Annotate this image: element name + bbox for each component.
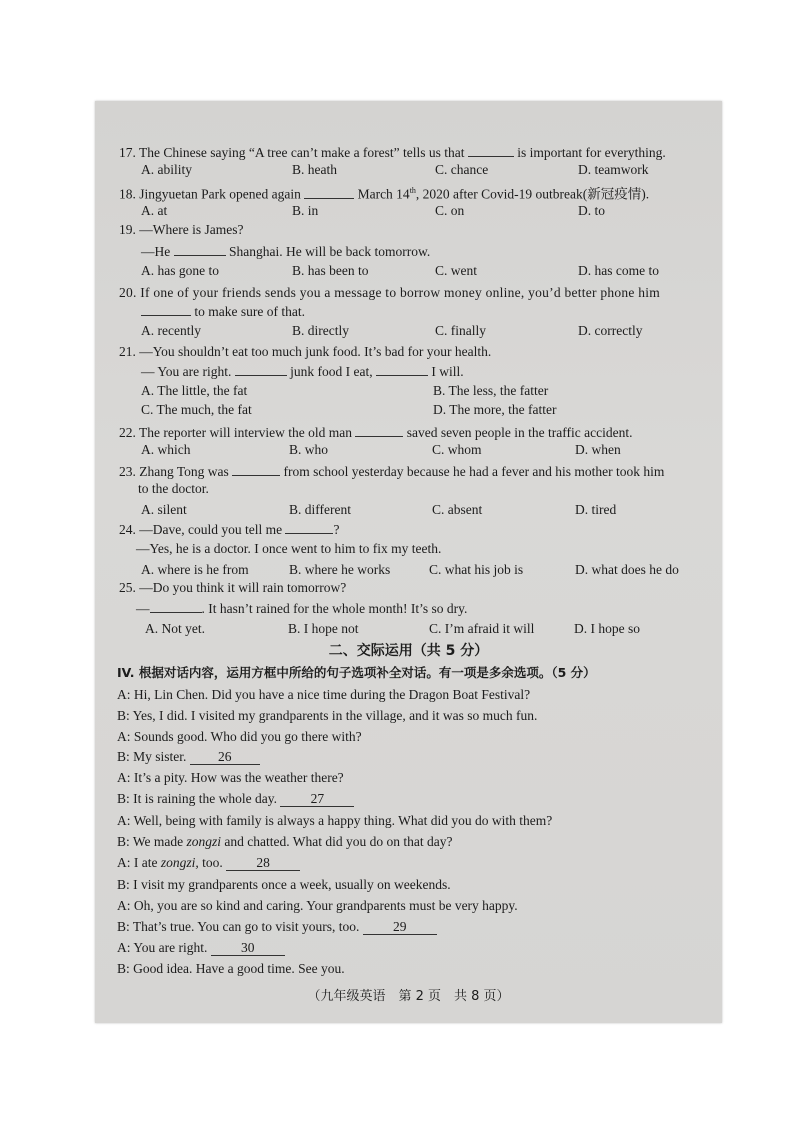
question-number: 23. <box>119 464 136 479</box>
answer-blank <box>355 423 403 437</box>
answer-blank <box>150 599 202 613</box>
option-a: A. where is he from <box>141 562 249 577</box>
dialogue-text: junk food I eat, <box>290 364 373 379</box>
option-c: C. went <box>435 263 477 278</box>
options-19 <box>141 262 711 280</box>
question-number: 19. <box>119 222 136 237</box>
dialogue-text: — <box>136 601 150 616</box>
dialogue-text: — You are right. <box>141 364 232 379</box>
option-a: A. recently <box>141 323 201 338</box>
dialogue-text: B: That’s true. You can go to visit yours, too. <box>117 919 360 934</box>
question-stem: The Chinese saying “A tree can’t make a forest” tells us that <box>139 145 465 160</box>
dialogue-line <box>117 918 437 936</box>
dialogue-line: B: Yes, I did. I visited my grandparents in the village, and it was so much fun. <box>117 708 538 723</box>
part-instruction: IV. 根据对话内容，运用方框中所给的句子选项补全对话。有一项是多余选项。（5 分） <box>117 665 596 680</box>
answer-blank <box>304 185 354 199</box>
question-stem: —Where is James? <box>139 222 244 237</box>
question-stem-end: is important for everything. <box>517 145 666 160</box>
dialogue-line <box>117 833 453 851</box>
question-25-line2 <box>136 599 467 618</box>
question-25 <box>119 579 346 597</box>
options-22 <box>141 441 711 459</box>
option-a: A. ability <box>141 162 192 177</box>
dialogue-line: A: Well, being with family is always a happy thing. What did you do with them? <box>117 813 553 828</box>
options-25 <box>141 620 711 638</box>
question-number: 22. <box>119 425 136 440</box>
question-stem-end: from school yesterday because he had a fever and his mother took him <box>283 464 665 479</box>
option-b: B. different <box>289 502 351 517</box>
option-a: A. which <box>141 442 191 457</box>
question-number: 25. <box>119 580 136 595</box>
question-17 <box>119 143 666 162</box>
question-stem: The reporter will interview the old man <box>139 425 352 440</box>
blank-29: 29 <box>363 919 437 935</box>
question-19-line2 <box>141 242 430 261</box>
option-a: A. at <box>141 203 168 218</box>
question-stem-end: to the doctor. <box>138 481 209 496</box>
dialogue-text: —Yes, he is a doctor. I once went to him to fix my teeth. <box>136 541 442 556</box>
option-c: C. whom <box>432 442 482 457</box>
question-stem: If one of your friends sends you a message to borrow money online, you’d better phone him <box>140 285 661 300</box>
dialogue-text: B: My sister. <box>117 749 187 764</box>
options-21-row1 <box>141 382 711 400</box>
answer-blank <box>141 302 191 316</box>
question-number: 17. <box>119 145 136 160</box>
option-a: A. has gone to <box>141 263 219 278</box>
question-18 <box>119 182 649 204</box>
option-b: B. heath <box>292 162 337 177</box>
dialogue-line: B: Good idea. Have a good time. See you. <box>117 961 345 976</box>
blank-30: 30 <box>211 940 285 956</box>
dialogue-line: A: Oh, you are so kind and caring. Your grandparents must be very happy. <box>117 898 518 913</box>
answer-blank <box>285 520 333 534</box>
dialogue-line <box>117 939 285 957</box>
dialogue-line: B: I visit my grandparents once a week, usually on weekends. <box>117 877 451 892</box>
question-20 <box>119 284 660 302</box>
question-number: 21. <box>119 344 136 359</box>
question-stem: Jingyuetan Park opened again <box>139 186 301 202</box>
options-17 <box>141 161 711 179</box>
answer-blank <box>235 362 287 376</box>
option-b: B. in <box>292 203 319 218</box>
option-c: C. chance <box>435 162 489 177</box>
question-stem: —Dave, could you tell me <box>139 522 283 537</box>
question-22 <box>119 423 632 442</box>
option-d: D. tired <box>575 502 617 517</box>
option-b: B. The less, the fatter <box>433 383 549 398</box>
options-23 <box>141 501 711 519</box>
answer-blank <box>174 242 226 256</box>
question-date: March 14 <box>357 186 410 202</box>
option-c: C. absent <box>432 502 483 517</box>
dialogue-line <box>117 854 300 872</box>
question-23-line2 <box>138 480 209 498</box>
italic-word: zongzi <box>186 834 222 849</box>
dialogue-text: A: You are right. <box>117 940 208 955</box>
option-a: A. The little, the fat <box>141 383 248 398</box>
question-stem: —Do you think it will rain tomorrow? <box>139 580 347 595</box>
dialogue-text: I will. <box>431 364 464 379</box>
option-d: D. has come to <box>578 263 659 278</box>
option-d: D. to <box>578 203 605 218</box>
option-c: C. on <box>435 203 465 218</box>
option-a: A. silent <box>141 502 187 517</box>
date-suffix: th <box>409 186 416 195</box>
answer-blank <box>232 462 280 476</box>
answer-blank <box>376 362 428 376</box>
options-18 <box>141 202 711 220</box>
dialogue-text: —He <box>141 244 171 259</box>
blank-26: 26 <box>190 749 260 765</box>
dialogue-text: A: I ate <box>117 855 161 870</box>
section-title: 二、交际运用（共 5 分） <box>328 643 489 659</box>
dialogue-text: B: It is raining the whole day. <box>117 791 277 806</box>
option-b: B. where he works <box>289 562 391 577</box>
question-number: 18. <box>119 186 136 202</box>
question-mark: ? <box>333 522 340 537</box>
question-23 <box>119 462 664 481</box>
question-stem-end: saved seven people in the traffic accident. <box>406 425 633 440</box>
question-stem: —You shouldn’t eat too much junk food. It’s bad for your health. <box>139 344 492 359</box>
option-d: D. I hope so <box>574 621 640 636</box>
option-b: B. who <box>289 442 329 457</box>
answer-blank <box>468 143 514 157</box>
option-b: B. directly <box>292 323 349 338</box>
dialogue-line <box>117 790 354 808</box>
question-21-line2 <box>141 362 464 381</box>
question-stem-end: to make sure of that. <box>194 304 305 319</box>
option-d: D. teamwork <box>578 162 649 177</box>
option-c: C. The much, the fat <box>141 402 252 417</box>
question-24-line2 <box>136 540 441 558</box>
dialogue-line: A: Hi, Lin Chen. Did you have a nice time during the Dragon Boat Festival? <box>117 687 531 702</box>
blank-27: 27 <box>280 791 354 807</box>
question-number: 24. <box>119 522 136 537</box>
question-stem: Zhang Tong was <box>139 464 229 479</box>
dialogue-text: B: We made <box>117 834 187 849</box>
blank-28: 28 <box>226 855 300 871</box>
dialogue-text: and chatted. What did you do on that day? <box>221 834 453 849</box>
option-a: A. Not yet. <box>145 621 205 636</box>
option-d: D. The more, the fatter <box>433 402 557 417</box>
italic-word: zongzi, <box>160 855 199 870</box>
option-c: C. what his job is <box>429 562 524 577</box>
option-d: D. what does he do <box>575 562 679 577</box>
dialogue-text: . It hasn’t rained for the whole month! It’s so dry. <box>201 601 468 616</box>
option-b: B. I hope not <box>288 621 359 636</box>
option-c: C. I’m afraid it will <box>429 621 535 636</box>
question-19 <box>119 221 243 239</box>
exam-page <box>95 101 722 1023</box>
dialogue-line: A: It’s a pity. How was the weather there? <box>117 770 344 785</box>
dialogue-text: too. <box>198 855 223 870</box>
options-21-row2 <box>141 401 711 419</box>
dialogue-line <box>117 748 260 766</box>
question-number: 20. <box>119 285 137 300</box>
option-d: D. when <box>575 442 621 457</box>
options-20 <box>141 322 711 340</box>
question-21 <box>119 343 491 361</box>
dialogue-text: Shanghai. He will be back tomorrow. <box>229 244 431 259</box>
option-d: D. correctly <box>578 323 643 338</box>
dialogue-line: A: Sounds good. Who did you go there with? <box>117 729 362 744</box>
question-20-line2 <box>141 302 305 321</box>
option-c: C. finally <box>435 323 486 338</box>
option-b: B. has been to <box>292 263 369 278</box>
question-stem-end: , 2020 after Covid-19 outbreak(新冠疫情). <box>415 186 650 202</box>
page-footer: （九年级英语 第 2 页 共 8 页） <box>307 989 510 1004</box>
options-24 <box>141 561 711 579</box>
question-24 <box>119 520 339 539</box>
